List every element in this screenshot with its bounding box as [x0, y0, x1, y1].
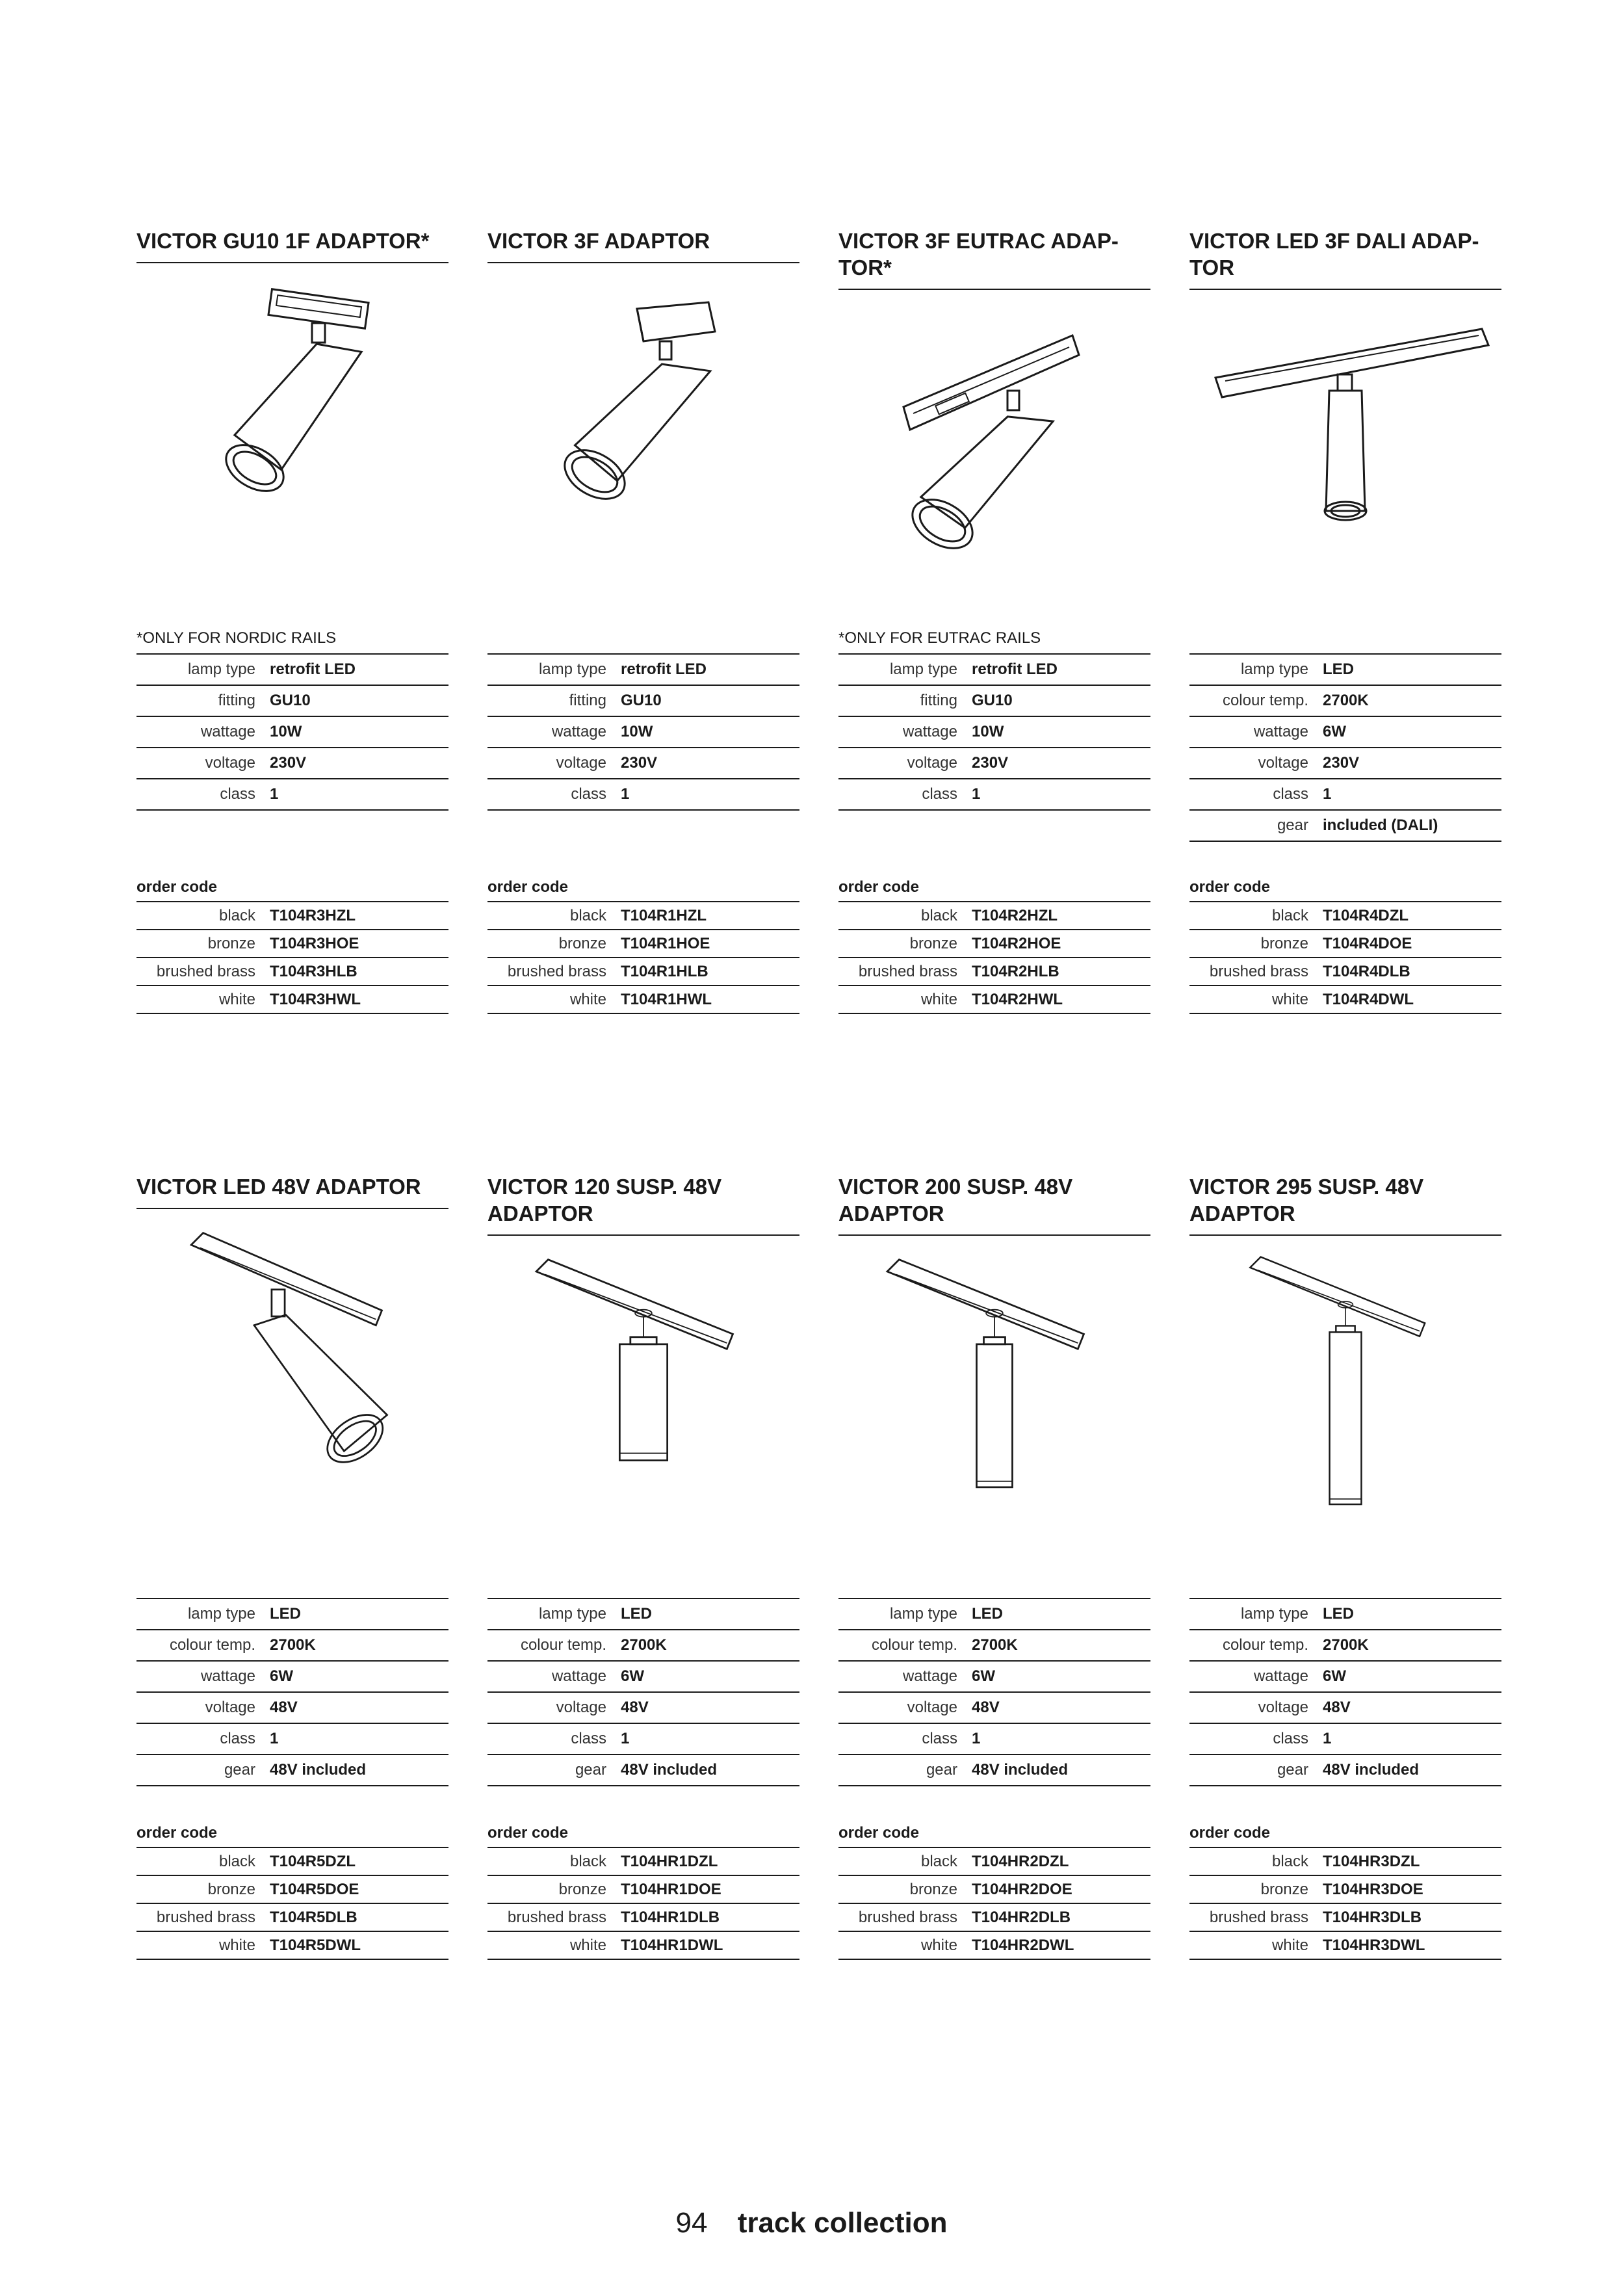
order-row: black T104HR1DZL [487, 1848, 799, 1876]
pendant-illustration [487, 1236, 799, 1548]
order-row: white T104HR2DWL [838, 1932, 1150, 1960]
spec-row: voltage 48V [838, 1693, 1150, 1724]
order-row: bronze T104R2HOE [838, 930, 1150, 958]
order-row: brushed brass T104HR1DLB [487, 1904, 799, 1932]
spec-row: gear included (DALI) [1189, 811, 1501, 842]
spotlight-illustration [136, 263, 448, 549]
order-code-table [838, 1823, 1150, 1960]
order-row: black T104HR2DZL [838, 1848, 1150, 1876]
pendant-illustration [1189, 1236, 1501, 1587]
spec-row: voltage 230V [838, 748, 1150, 779]
order-row: bronze T104HR3DOE [1189, 1876, 1501, 1904]
order-code-table [136, 878, 448, 1014]
spec-row: class 1 [136, 779, 448, 811]
product-gu10-1f-adaptor [136, 228, 448, 549]
order-code-table [487, 1823, 799, 1960]
order-row: black T104R1HZL [487, 902, 799, 930]
order-row: white T104R1HWL [487, 986, 799, 1014]
spec-row: fitting GU10 [136, 686, 448, 717]
order-row: black T104R3HZL [136, 902, 448, 930]
spec-row: voltage 230V [136, 748, 448, 779]
spotlight-illustration [1189, 290, 1501, 550]
spec-row: lamp type retrofit LED [487, 655, 799, 686]
spec-row: gear 48V included [136, 1755, 448, 1786]
order-row: brushed brass T104HR3DLB [1189, 1904, 1501, 1932]
order-row: brushed brass T104R1HLB [487, 958, 799, 986]
order-row: white T104HR3DWL [1189, 1932, 1501, 1960]
spec-row: class 1 [838, 779, 1150, 811]
spec-row: colour temp. 2700K [1189, 1630, 1501, 1662]
page-number: 94 [675, 2207, 708, 2239]
spec-row: gear 48V included [838, 1755, 1150, 1786]
spec-row: fitting GU10 [838, 686, 1150, 717]
spec-row: class 1 [487, 1724, 799, 1755]
spec-row: class 1 [1189, 1724, 1501, 1755]
product-120-susp-48v-adaptor [487, 1173, 799, 1548]
spec-row: lamp type LED [1189, 1599, 1501, 1630]
spec-row: lamp type retrofit LED [136, 655, 448, 686]
product-title: VICTOR 295 SUSP. 48V ADAPTOR [1189, 1173, 1501, 1236]
order-row: bronze T104R4DOE [1189, 930, 1501, 958]
product-295-susp-48v-adaptor [1189, 1173, 1501, 1587]
order-row: brushed brass T104R5DLB [136, 1904, 448, 1932]
order-row: brushed brass T104R2HLB [838, 958, 1150, 986]
spec-row: wattage 6W [838, 1662, 1150, 1693]
order-code-heading: order code [136, 878, 448, 902]
spec-row: wattage 6W [1189, 717, 1501, 748]
spec-row: class 1 [136, 1724, 448, 1755]
order-row: white T104HR1DWL [487, 1932, 799, 1960]
order-row: bronze T104HR2DOE [838, 1876, 1150, 1904]
product-title: VICTOR GU10 1F ADAPTOR* [136, 228, 448, 263]
spec-row: class 1 [838, 1724, 1150, 1755]
product-title: VICTOR 3F ADAPTOR [487, 228, 799, 263]
order-code-table [1189, 1823, 1501, 1960]
spec-row: wattage 10W [838, 717, 1150, 748]
spec-row: voltage 230V [487, 748, 799, 779]
spec-row: voltage 48V [136, 1693, 448, 1724]
order-code-heading: order code [1189, 1823, 1501, 1848]
product-3f-adaptor [487, 228, 799, 549]
order-code-table [487, 878, 799, 1014]
product-led-48v-adaptor [136, 1173, 448, 1521]
spec-row: lamp type LED [487, 1599, 799, 1630]
spec-row: colour temp. 2700K [136, 1630, 448, 1662]
spec-row: wattage 6W [487, 1662, 799, 1693]
product-title: VICTOR 3F EUTRAC ADAP- TOR* [838, 228, 1150, 290]
order-row: bronze T104HR1DOE [487, 1876, 799, 1904]
product-title: VICTOR 200 SUSP. 48V ADAPTOR [838, 1173, 1150, 1236]
spotlight-illustration [838, 290, 1150, 550]
spec-row: wattage 6W [136, 1662, 448, 1693]
section-name: track collection [737, 2207, 948, 2239]
order-row: white T104R5DWL [136, 1932, 448, 1960]
spec-table [487, 1598, 799, 1786]
order-row: bronze T104R5DOE [136, 1876, 448, 1904]
product-note: *ONLY FOR EUTRAC RAILS [838, 629, 1041, 647]
spec-row: gear 48V included [1189, 1755, 1501, 1786]
order-row: bronze T104R1HOE [487, 930, 799, 958]
spec-row: voltage 230V [1189, 748, 1501, 779]
order-row: brushed brass T104R4DLB [1189, 958, 1501, 986]
spec-table [838, 653, 1150, 811]
order-code-heading: order code [838, 1823, 1150, 1848]
product-title: VICTOR 120 SUSP. 48V ADAPTOR [487, 1173, 799, 1236]
spec-row: lamp type retrofit LED [838, 655, 1150, 686]
spec-row: gear 48V included [487, 1755, 799, 1786]
order-row: bronze T104R3HOE [136, 930, 448, 958]
spec-row: voltage 48V [487, 1693, 799, 1724]
product-200-susp-48v-adaptor [838, 1173, 1150, 1548]
order-row: black T104HR3DZL [1189, 1848, 1501, 1876]
page-footer [0, 2207, 1623, 2239]
order-row: black T104R4DZL [1189, 902, 1501, 930]
product-led-3f-dali-adaptor [1189, 228, 1501, 550]
order-row: brushed brass T104R3HLB [136, 958, 448, 986]
order-row: black T104R2HZL [838, 902, 1150, 930]
spec-row: lamp type LED [1189, 655, 1501, 686]
spec-row: voltage 48V [1189, 1693, 1501, 1724]
order-code-table [1189, 878, 1501, 1014]
order-code-table [136, 1823, 448, 1960]
spec-table [1189, 653, 1501, 842]
order-row: brushed brass T104HR2DLB [838, 1904, 1150, 1932]
spec-row: wattage 6W [1189, 1662, 1501, 1693]
product-title: VICTOR LED 3F DALI ADAP- TOR [1189, 228, 1501, 290]
spec-row: class 1 [487, 779, 799, 811]
spotlight-illustration [136, 1209, 448, 1521]
spec-row: colour temp. 2700K [1189, 686, 1501, 717]
spec-table [487, 653, 799, 811]
order-code-heading: order code [1189, 878, 1501, 902]
spec-table [136, 1598, 448, 1786]
spec-row: wattage 10W [487, 717, 799, 748]
spec-table [838, 1598, 1150, 1786]
spec-row: colour temp. 2700K [838, 1630, 1150, 1662]
product-title: VICTOR LED 48V ADAPTOR [136, 1173, 448, 1209]
pendant-illustration [838, 1236, 1150, 1548]
spec-row: lamp type LED [838, 1599, 1150, 1630]
order-code-heading: order code [487, 878, 799, 902]
spec-row: lamp type LED [136, 1599, 448, 1630]
order-row: black T104R5DZL [136, 1848, 448, 1876]
order-code-heading: order code [136, 1823, 448, 1848]
spec-table [1189, 1598, 1501, 1786]
spec-row: wattage 10W [136, 717, 448, 748]
spec-row: class 1 [1189, 779, 1501, 811]
order-row: white T104R4DWL [1189, 986, 1501, 1014]
order-row: white T104R3HWL [136, 986, 448, 1014]
order-code-table [838, 878, 1150, 1014]
product-3f-eutrac-adaptor [838, 228, 1150, 550]
spec-row: fitting GU10 [487, 686, 799, 717]
product-note: *ONLY FOR NORDIC RAILS [136, 629, 337, 647]
order-row: white T104R2HWL [838, 986, 1150, 1014]
order-code-heading: order code [487, 1823, 799, 1848]
spotlight-illustration [487, 263, 799, 549]
spec-row: colour temp. 2700K [487, 1630, 799, 1662]
order-code-heading: order code [838, 878, 1150, 902]
spec-table [136, 653, 448, 811]
